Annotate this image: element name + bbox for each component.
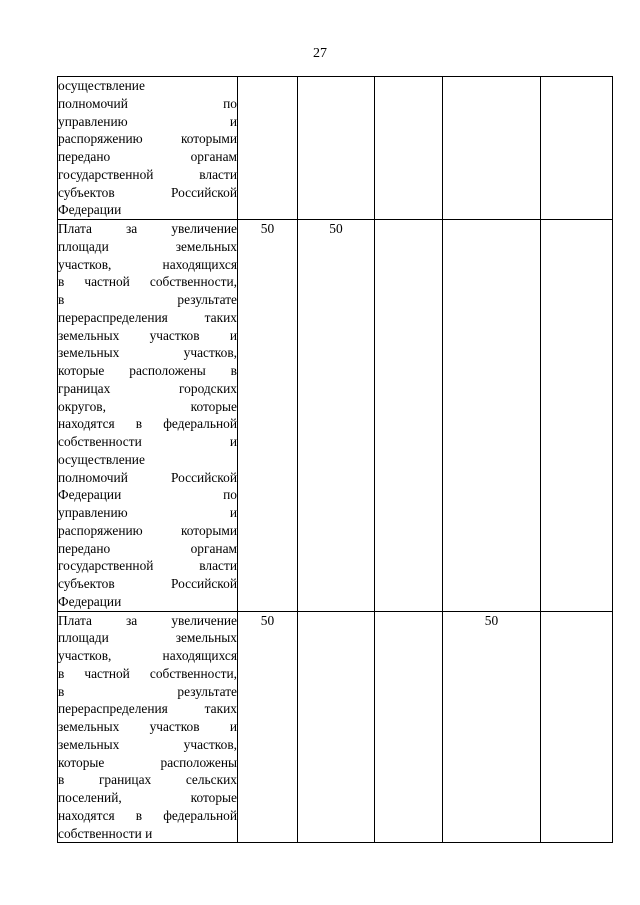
word: которыми [180, 522, 237, 538]
word: по [223, 487, 237, 503]
description-line [58, 256, 237, 274]
description-line [58, 148, 237, 166]
word: в [58, 772, 65, 788]
word: и [229, 327, 237, 343]
word: и [229, 719, 237, 734]
description-line: осуществление [58, 451, 145, 467]
description-line [58, 557, 237, 575]
value-cell [298, 611, 375, 843]
word: которые [190, 398, 237, 414]
word: в [135, 416, 143, 432]
word: органам [190, 149, 237, 164]
description-line [58, 344, 237, 362]
word: полномочий [58, 469, 128, 485]
value-cell [541, 611, 613, 843]
row-description [58, 77, 238, 220]
table-row [58, 611, 613, 843]
value-cell: 50 [238, 220, 298, 612]
word: и [229, 434, 237, 449]
word: городских [179, 380, 237, 396]
value-cell [238, 77, 298, 220]
word: и [229, 113, 237, 129]
description-line [58, 184, 237, 202]
word: собственности, [149, 274, 237, 290]
word: земельных [175, 630, 237, 646]
description-line [58, 220, 237, 238]
word: находящихся [162, 648, 237, 663]
description-line [58, 504, 237, 522]
word: государственной [58, 558, 154, 574]
word: распоряжению [58, 522, 143, 538]
description-line [58, 575, 237, 593]
word: субъектов [58, 184, 115, 200]
word: находятся [58, 416, 115, 432]
description-line [58, 540, 237, 558]
description-line [58, 291, 237, 309]
description-line [58, 486, 237, 504]
word: участков [149, 327, 200, 343]
word: которые [58, 754, 105, 770]
word: за [126, 612, 138, 628]
word: площади [58, 630, 109, 646]
description-line [58, 113, 237, 131]
word: Российской [171, 576, 237, 591]
word: сельских [185, 772, 237, 788]
description-line [58, 771, 237, 789]
word: субъектов [58, 576, 115, 591]
word: федеральной [163, 416, 237, 432]
description-line [58, 612, 237, 630]
word: таких [204, 309, 237, 325]
description-line [58, 754, 237, 772]
word: собственности, [149, 665, 237, 681]
description-line: Федерации [58, 593, 122, 609]
word: за [126, 221, 138, 236]
word: перераспределения [58, 701, 168, 717]
word: поселений, [58, 790, 122, 805]
description-line: осуществление [58, 78, 145, 93]
word: которые [58, 363, 105, 378]
word: увеличение [171, 612, 237, 628]
word: границах [58, 380, 111, 396]
word: управлению [58, 113, 128, 129]
word: расположены [129, 363, 206, 378]
description-line [58, 415, 237, 433]
word: расположены [160, 754, 237, 770]
description-line [58, 398, 237, 416]
description-line [58, 469, 237, 487]
value-cell [541, 77, 613, 220]
word: передано [58, 149, 111, 164]
word: в [230, 363, 237, 378]
word: управлению [58, 505, 128, 520]
row-description [58, 220, 238, 612]
word: частной [84, 665, 130, 681]
description-line: собственности и [58, 825, 153, 841]
description-line [58, 683, 237, 701]
description-line [58, 380, 237, 398]
budget-table [57, 76, 613, 843]
word: Федерации [58, 487, 122, 503]
word: увеличение [171, 221, 237, 236]
word: земельных [58, 719, 120, 734]
value-cell [375, 611, 443, 843]
word: площади [58, 238, 109, 254]
word: полномочий [58, 95, 128, 111]
description-line [58, 807, 237, 825]
word: власти [199, 166, 237, 182]
word: находятся [58, 807, 115, 823]
word: участков, [183, 736, 237, 752]
word: власти [199, 558, 237, 574]
word: государственной [58, 166, 154, 182]
word: в [58, 274, 65, 290]
word: в [58, 292, 65, 307]
word: таких [204, 701, 237, 717]
word: земельных [58, 345, 120, 361]
description-line [58, 130, 237, 148]
word: находящихся [162, 256, 237, 272]
description-line [58, 522, 237, 540]
description-line [58, 665, 237, 683]
word: федеральной [163, 807, 237, 823]
word: частной [84, 274, 130, 290]
value-cell [541, 220, 613, 612]
word: в [135, 807, 143, 823]
word: Российской [171, 184, 237, 200]
value-cell: 50 [298, 220, 375, 612]
description-line [58, 736, 237, 754]
word: земельных [58, 736, 120, 752]
value-cell [298, 77, 375, 220]
description-line [58, 647, 237, 665]
word: перераспределения [58, 309, 168, 325]
word: результате [177, 683, 237, 699]
description-line [58, 629, 237, 647]
description-line [58, 700, 237, 718]
description-line [58, 309, 237, 327]
description-line [58, 238, 237, 256]
value-cell [375, 77, 443, 220]
word: Российской [171, 469, 237, 485]
description-line [58, 718, 237, 736]
word: органам [190, 540, 237, 556]
value-cell [375, 220, 443, 612]
table-row [58, 220, 613, 612]
word: округов, [58, 398, 106, 414]
description-line [58, 433, 237, 451]
word: по [223, 95, 237, 111]
page-number: 27 [313, 46, 327, 61]
value-cell [443, 220, 541, 612]
table-row [58, 77, 613, 220]
word: Плата [58, 612, 92, 628]
word: распоряжению [58, 131, 143, 147]
word: в [58, 665, 65, 681]
description-line [58, 95, 237, 113]
description-line [58, 166, 237, 184]
word: участков, [183, 345, 237, 361]
word: в [58, 683, 65, 699]
value-cell: 50 [443, 611, 541, 843]
word: участков [149, 719, 200, 734]
description-line [58, 273, 237, 291]
word: участков, [58, 648, 112, 663]
word: границах [98, 772, 152, 788]
description-line [58, 789, 237, 807]
word: передано [58, 540, 111, 556]
word: которые [190, 790, 237, 805]
word: и [229, 505, 237, 520]
value-cell [443, 77, 541, 220]
word: Плата [58, 221, 92, 236]
word: которыми [180, 131, 237, 147]
word: результате [177, 292, 237, 307]
word: участков, [58, 256, 112, 272]
description-line [58, 362, 237, 380]
description-line [58, 327, 237, 345]
word: собственности [58, 434, 142, 449]
row-description [58, 611, 238, 843]
word: земельных [175, 238, 237, 254]
word: земельных [58, 327, 120, 343]
value-cell: 50 [238, 611, 298, 843]
description-line: Федерации [58, 202, 122, 218]
